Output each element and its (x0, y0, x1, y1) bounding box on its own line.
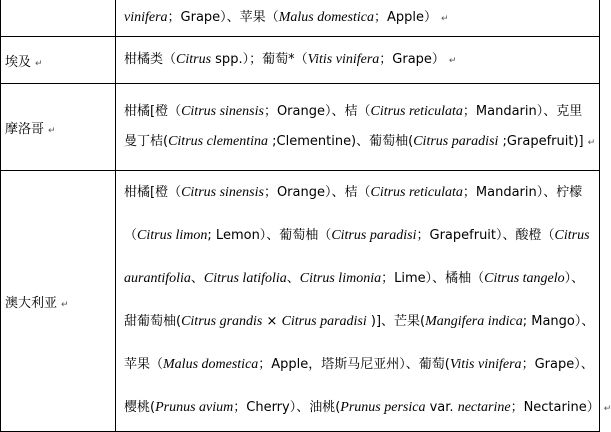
latin-name: Citrus paradisi (281, 314, 367, 329)
text-run: ；Nectarine） (510, 400, 600, 415)
country-cell (1, 171, 116, 432)
text-run: ；Mandarin）、克里 (462, 103, 583, 119)
text-run: ；Grape） (379, 51, 445, 67)
text-run: ;Grapefruit)] (498, 133, 584, 149)
latin-name: aurantifolia (124, 271, 191, 286)
host-list-cell (116, 84, 600, 171)
latin-name: Malus domestica (278, 9, 374, 25)
text-run: ; Mango）、 (522, 314, 595, 329)
latin-name: Prunus persica (340, 400, 426, 415)
text-run: ；Mandarin）、柠檬 (462, 185, 583, 200)
text-run: ;Clementine)、葡萄柚( (268, 133, 414, 149)
text-run: 、 (190, 271, 204, 286)
host-list-cell (116, 171, 611, 432)
return-mark: ↵ (587, 137, 596, 148)
table-row (1, 84, 600, 171)
text-run: ；Apple） (373, 9, 437, 25)
latin-name: Vitis vinifera (307, 51, 380, 67)
text-run: ；Apple，塔斯马尼亚州）、葡萄( (258, 357, 450, 372)
text-run: ；Grape）、苹果（ (167, 9, 279, 25)
latin-name: Citrus reticulata (370, 185, 463, 200)
text-line (124, 257, 595, 300)
latin-name: Citrus limon (137, 228, 208, 243)
text-run: )]、芒果( (366, 314, 426, 329)
text-run: 、 (286, 271, 300, 286)
text-line (124, 97, 595, 127)
country-cell (1, 84, 116, 171)
return-mark: ↵ (448, 55, 457, 66)
text-run: ; Lemon）、葡萄柚（ (207, 228, 332, 243)
text-run: × (262, 314, 282, 329)
text-run: ；Grape）、 (521, 357, 594, 372)
country-name: 澳大利亚 (5, 295, 58, 311)
return-mark: ↵ (440, 13, 449, 24)
latin-name: Prunus avium (155, 400, 234, 415)
text-run: ；Cherry）、油桃( (233, 400, 341, 415)
table-row (1, 0, 600, 37)
latin-name: Citrus grandis (181, 314, 263, 329)
return-mark: ↵ (603, 404, 611, 414)
text-line (124, 171, 595, 214)
latin-name: Citrus clementina (168, 133, 269, 149)
text-line (124, 45, 595, 76)
text-run: ；Lime）、橘柚（ (381, 271, 485, 286)
text-run: ；Orange）、桔（ (263, 185, 371, 200)
text-run: ；Grapefruit）、酸橙（ (416, 228, 555, 243)
country-cell (1, 0, 116, 37)
text-run: ；Orange）、桔（ (263, 103, 371, 119)
text-run: 柑橘类（ (124, 51, 177, 67)
text-run: 樱桃( (124, 400, 156, 415)
host-list-cell (116, 0, 600, 37)
text-run: 苹果（ (124, 357, 164, 372)
text-run: 柑橘[橙（ (124, 103, 182, 119)
return-mark: ↵ (35, 58, 43, 69)
latin-name: Citrus sinensis (181, 185, 264, 200)
table-row (1, 171, 600, 432)
latin-name: Citrus tangelo (484, 271, 565, 286)
country-name: 埃及 (5, 54, 32, 70)
text-run: 柑橘[橙（ (124, 185, 182, 200)
text-line (124, 343, 595, 386)
text-line (124, 3, 595, 34)
return-mark: ↵ (48, 125, 56, 136)
latin-name: vinifera (124, 9, 168, 25)
latin-name: Citrus latifolia (203, 271, 287, 286)
text-line (124, 127, 595, 158)
latin-name: Mangifera indica (425, 314, 523, 329)
text-line (124, 214, 595, 257)
latin-name: Citrus limonia (299, 271, 382, 286)
latin-name: Vitis vinifera (449, 357, 522, 372)
text-run: spp. (211, 51, 243, 67)
table-row (1, 37, 600, 84)
text-run: 甜葡萄柚( (124, 314, 182, 329)
text-run: var. (425, 400, 458, 415)
text-line (124, 386, 611, 431)
latin-name: Citrus paradisi (331, 228, 417, 243)
latin-name: Citrus paradisi (413, 133, 499, 149)
latin-name: Citrus (176, 51, 212, 67)
country-cell (1, 37, 116, 84)
text-run: ）；葡萄*（ (242, 51, 308, 67)
host-list-cell (116, 37, 600, 84)
text-line (124, 300, 595, 343)
latin-name: Citrus reticulata (370, 103, 463, 119)
text-run: 曼丁桔( (124, 133, 169, 149)
country-name: 摩洛哥 (5, 121, 45, 137)
latin-name: Malus domestica (163, 357, 259, 372)
latin-name: Citrus sinensis (181, 103, 264, 119)
latin-name: nectarine (457, 400, 511, 415)
text-run: （ (124, 228, 138, 243)
return-mark: ↵ (61, 299, 69, 310)
text-run: ）、 (564, 271, 585, 286)
latin-name: Citrus (554, 228, 590, 243)
